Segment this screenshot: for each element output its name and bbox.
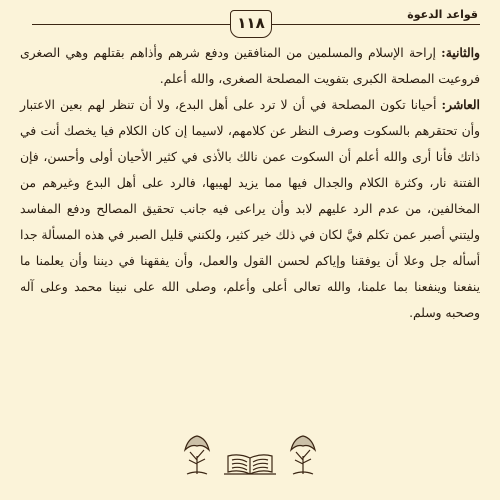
page-number: ١١٨ <box>230 10 272 38</box>
paragraph-lead: والثانية: <box>441 45 480 60</box>
paragraph-text: أحيانا تكون المصلحة في أن لا ترد على أهل البدع، ولا أن تنظر لهم بعين الاعتبار وأن تحتقرهم بالسكوت وصرف النظر عن كلامهم، لاسيما إن كان الكلام فيا يخصك أنت في ذاتك فأنا أرى والله أعلم أن السكوت عمن نالك بالأذى في كثير الأحيان أولى وأحسن، فإن الفتنة نار، وكثرة الكلام والجدال فيها مما يزيد لهيبها، فالرد على أهل البدع وغيرهم من المخالفين، من عدم الرد عليهم لابد وأن يراعى فيه جانب تحقيق المصالح ودفع المفاسد وليتني أصبر عمن تكلم فيَّ لكان في ذلك خير كثير، ولكنني قليل الصبر في هذه المسألة جدا أسأله جل وعلا أن يوفقنا وإياكم لحسن القول والعمل، وأن يفقهنا في ديننا وأن يعلمنا ما ينفعنا وينفعنا بما علمنا، والله تعالى أعلى وأعلم، وصلى الله على نبينا محمد وعلى آله وصحبه وسلم. <box>20 98 480 320</box>
book-between-trees-icon <box>175 430 325 480</box>
page-header <box>20 2 480 34</box>
paragraph-lead: العاشر: <box>441 97 480 112</box>
body-text <box>20 40 480 326</box>
paragraph-text: إراحة الإسلام والمسلمين من المنافقين ودفع شرهم وأذاهم بقتلهم وهي الصغرى فروعيت المصلحة الكبرى بتفويت المصلحة الصغرى، والله أعلم. <box>20 46 480 86</box>
closing-ornament <box>0 430 500 480</box>
paragraph <box>20 92 480 326</box>
running-title: قواعد الدعوة <box>401 8 478 21</box>
paragraph <box>20 40 480 92</box>
book-page <box>0 2 500 500</box>
